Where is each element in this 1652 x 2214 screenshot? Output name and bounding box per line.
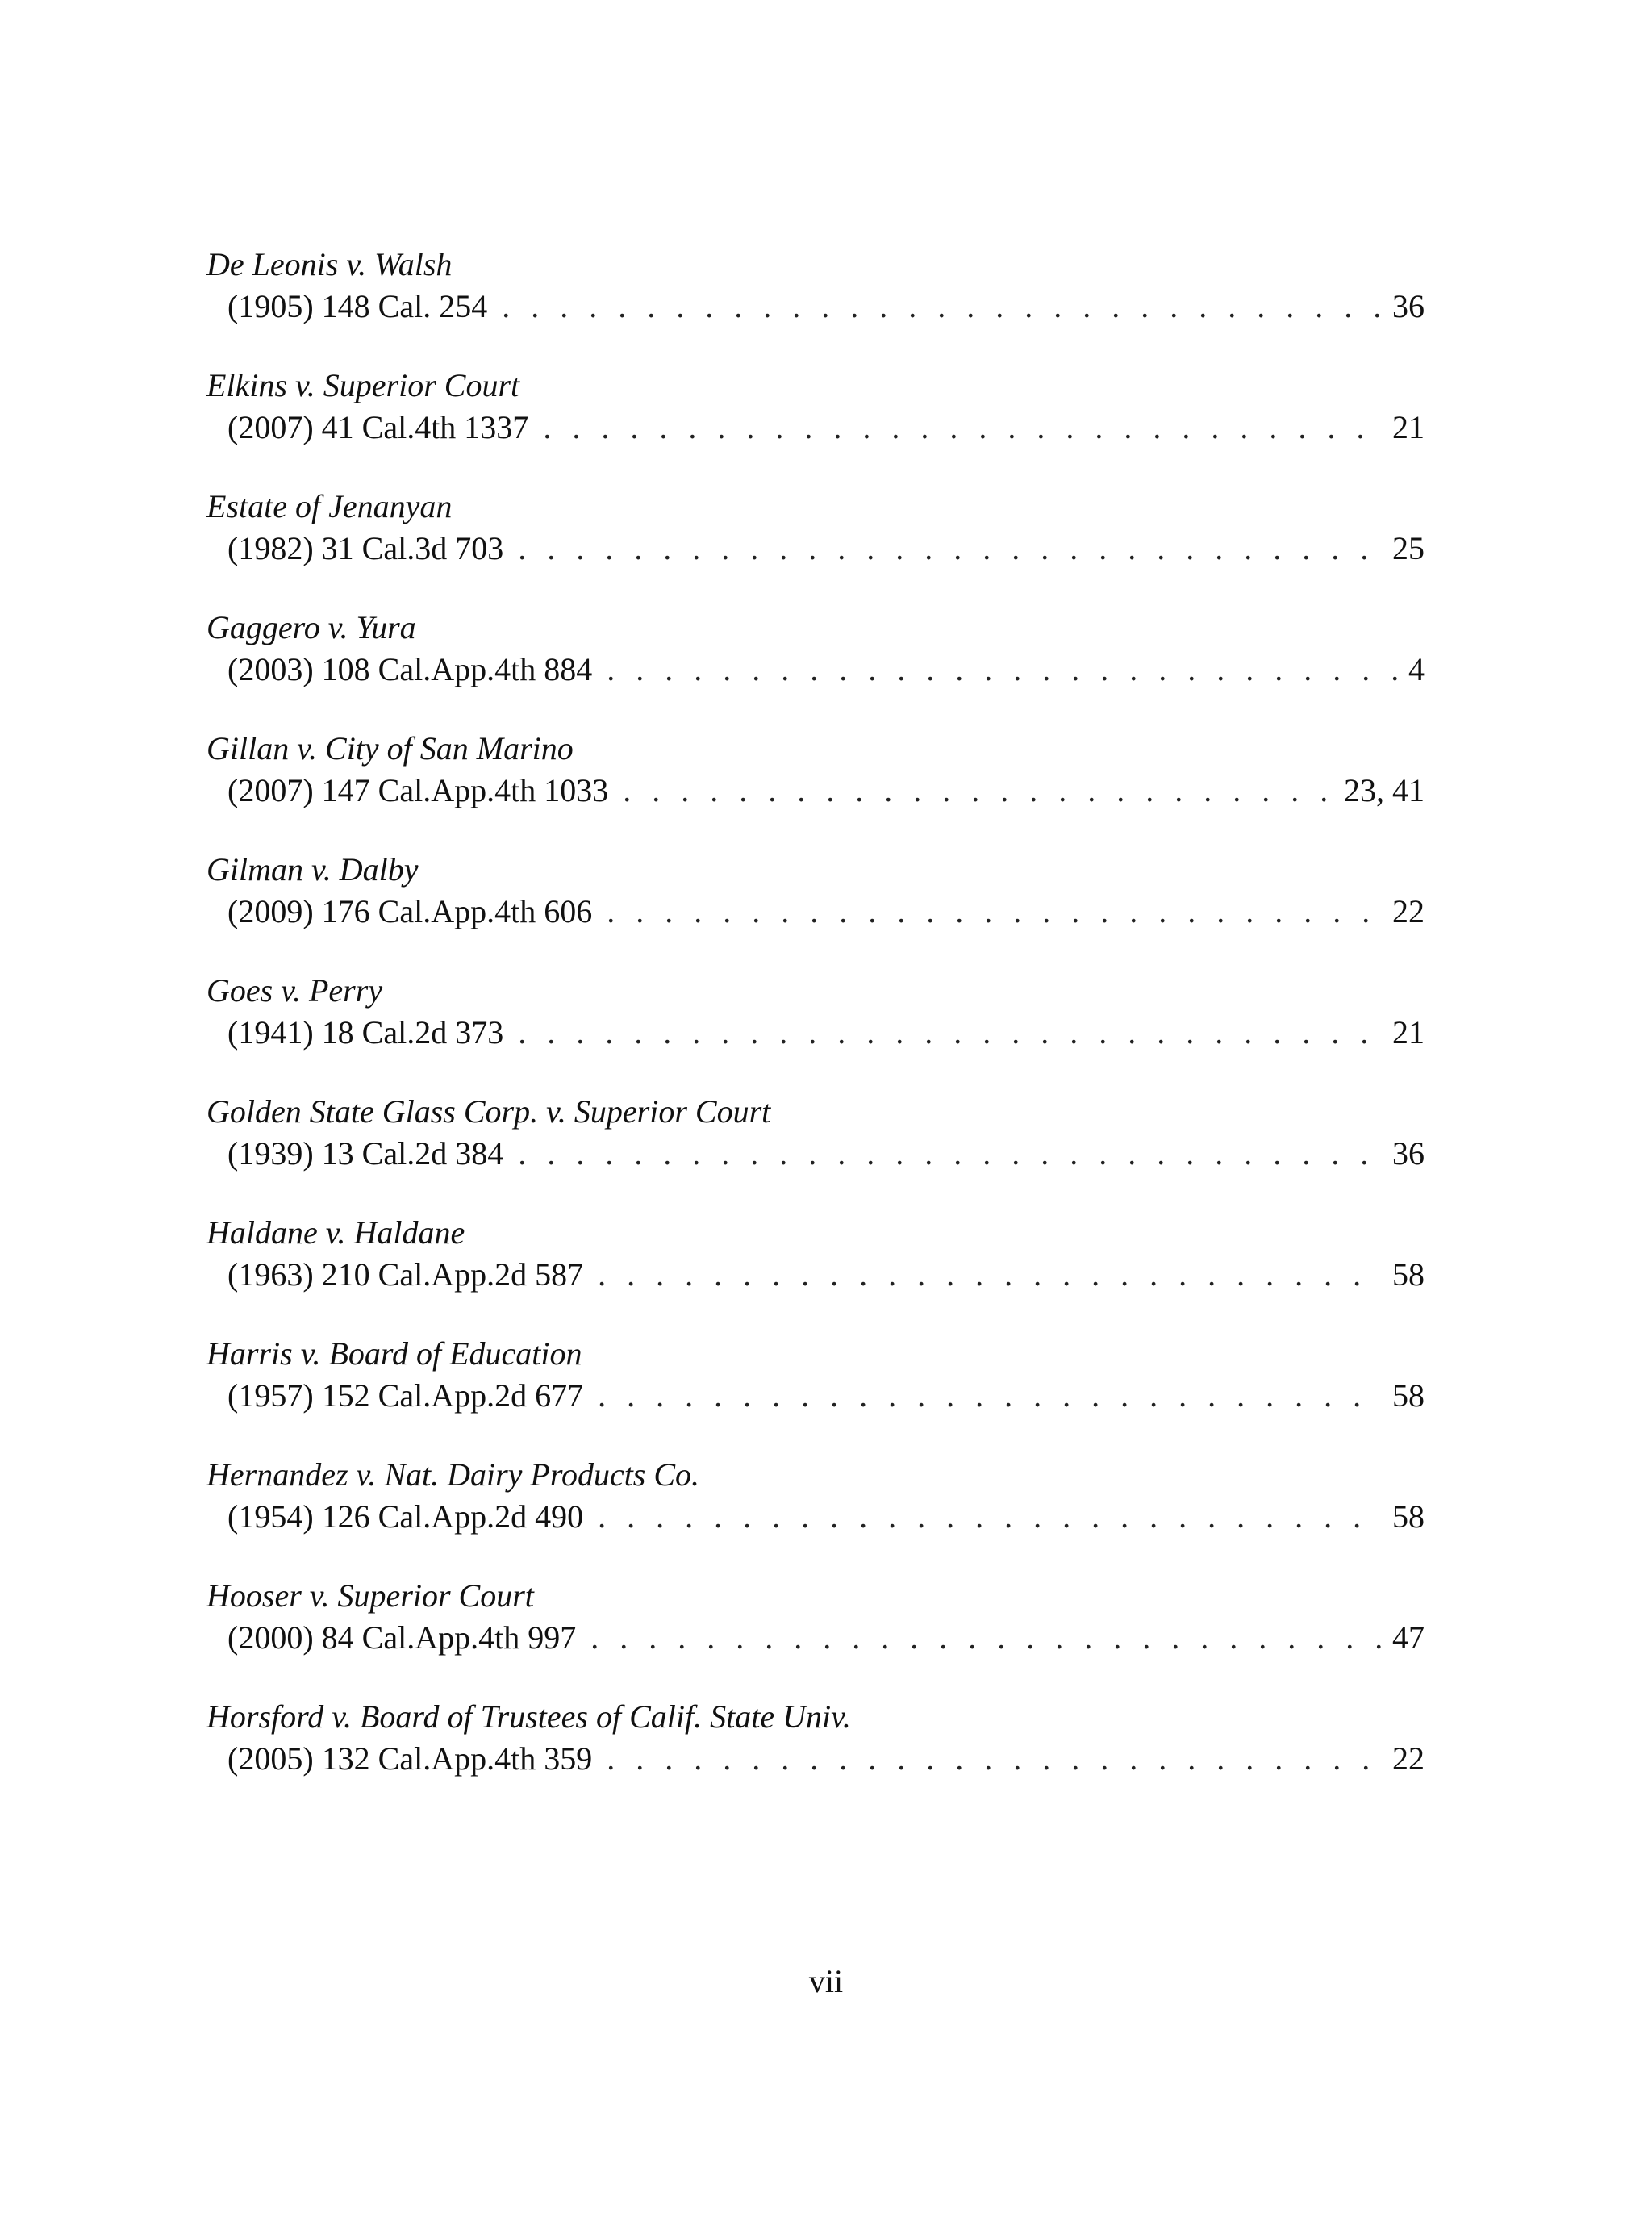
authority-entry [206,607,1425,728]
citation: (2009) 176 Cal.App.4th 606 [227,893,593,929]
citation: (1939) 13 Cal.2d 384 [227,1135,504,1172]
citation: (1941) 18 Cal.2d 373 [227,1014,504,1051]
citation: (2005) 132 Cal.App.4th 359 [227,1740,593,1777]
authority-entry [206,970,1425,1091]
authority-entry [206,1091,1425,1212]
page-reference: 22 [1392,893,1425,929]
dot-leader [518,528,1381,570]
citation: (1954) 126 Cal.App.2d 490 [227,1498,584,1535]
authority-entry [206,849,1425,970]
citation-line [227,1496,1425,1538]
case-name: Elkins v. Superior Court [206,367,520,403]
citation-line [227,528,1425,570]
case-name: Estate of Jenanyan [206,488,453,524]
citation: (1905) 148 Cal. 254 [227,288,488,324]
citation-line [227,770,1425,812]
dot-leader [598,1496,1381,1538]
case-name: Goes v. Perry [206,972,383,1009]
page-reference: 22 [1392,1740,1425,1777]
page-reference: 21 [1392,1014,1425,1051]
citation-line [227,649,1425,691]
citation: (2003) 108 Cal.App.4th 884 [227,651,593,687]
authority-entry [206,1696,1425,1817]
citation: (2007) 41 Cal.4th 1337 [227,409,529,445]
citation-line [227,1617,1425,1659]
case-name: Haldane v. Haldane [206,1214,465,1251]
citation: (1957) 152 Cal.App.2d 677 [227,1377,584,1414]
citation-line [227,1254,1425,1296]
case-name: Gilman v. Dalby [206,851,419,888]
citation-line [227,286,1425,328]
page-reference: 23, 41 [1344,772,1425,808]
dot-leader [607,649,1397,691]
citation-line [227,1375,1425,1417]
page-reference: 25 [1392,530,1425,566]
dot-leader [518,1012,1381,1054]
case-name: Horsford v. Board of Trustees of Calif. State Univ. [206,1698,851,1735]
page-reference: 58 [1392,1256,1425,1293]
case-name: Gillan v. City of San Marino [206,730,574,767]
case-name: Hernandez v. Nat. Dairy Products Co. [206,1456,700,1493]
dot-leader [607,891,1381,933]
case-name: Harris v. Board of Education [206,1335,582,1372]
authority-entry [206,1212,1425,1333]
page-reference: 36 [1392,288,1425,324]
page-reference: 36 [1392,1135,1425,1172]
dot-leader [590,1617,1381,1659]
page-reference: 58 [1392,1377,1425,1414]
dot-leader [598,1375,1381,1417]
authority-entry [206,1575,1425,1696]
citation-line [227,407,1425,449]
case-name: Golden State Glass Corp. v. Superior Court [206,1093,771,1130]
authority-entry [206,728,1425,849]
case-name: De Leonis v. Walsh [206,246,453,282]
authority-entry [206,486,1425,607]
page-reference: 58 [1392,1498,1425,1535]
case-name: Hooser v. Superior Court [206,1577,534,1614]
citation: (1963) 210 Cal.App.2d 587 [227,1256,584,1293]
authority-entry [206,365,1425,486]
citation-line [227,891,1425,933]
citation: (2000) 84 Cal.App.4th 997 [227,1619,577,1656]
page-reference: 47 [1392,1619,1425,1656]
citation-line [227,1012,1425,1054]
dot-leader [607,1738,1381,1780]
dot-leader [518,1133,1381,1175]
citation: (1982) 31 Cal.3d 703 [227,530,504,566]
page-reference: 4 [1408,651,1425,687]
page-number: vii [808,1963,844,1999]
authority-entry [206,1333,1425,1454]
authority-entry [206,1454,1425,1575]
citation-line [227,1133,1425,1175]
dot-leader [502,286,1381,328]
case-name: Gaggero v. Yura [206,609,416,645]
citation: (2007) 147 Cal.App.4th 1033 [227,772,609,808]
dot-leader [598,1254,1381,1296]
table-of-authorities [206,244,1425,1817]
dot-leader [543,407,1381,449]
citation-line [227,1738,1425,1780]
authority-entry [206,244,1425,365]
dot-leader [623,770,1333,812]
page-reference: 21 [1392,409,1425,445]
